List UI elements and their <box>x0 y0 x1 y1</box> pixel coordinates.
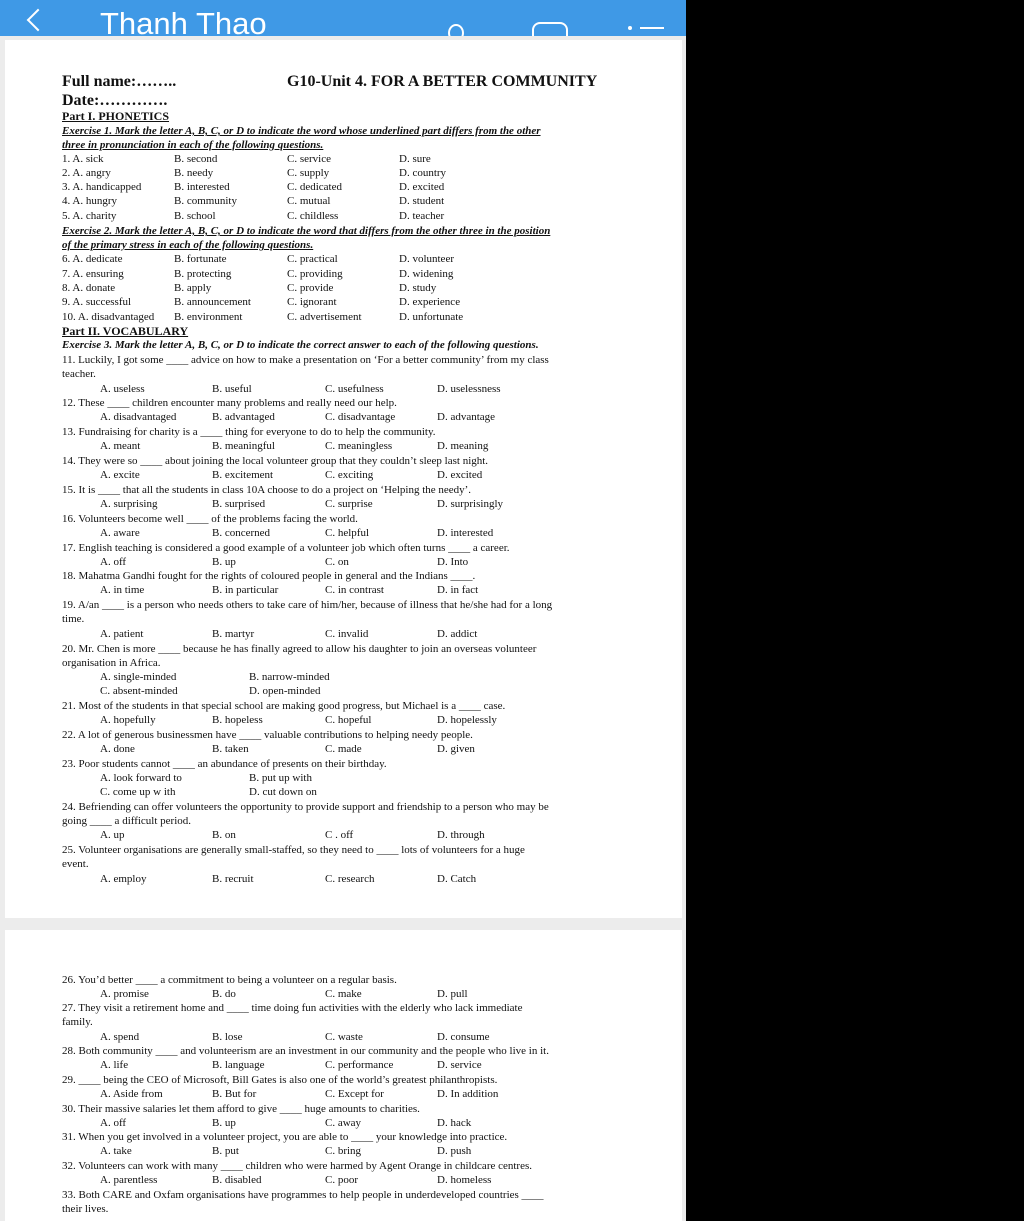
question-21: 21. Most of the students in that special school are making good progress, but Michael is a ____ case. <box>62 700 506 712</box>
question-19: 19. A/an ____ is a person who needs others to take care of him/her, because of illness that he/she had for a long <box>62 599 553 611</box>
chat-header <box>0 0 686 36</box>
question-26: 26. You’d better ____ a commitment to being a volunteer on a regular basis. <box>62 974 397 986</box>
question-24: 24. Befriending can offer volunteers the opportunity to provide support and friendship to a person who may be <box>62 801 549 813</box>
back-arrow-icon[interactable] <box>27 9 50 32</box>
question-14: 14. They were so ____ about joining the local volunteer group that they couldn’t sleep last night. <box>62 455 489 467</box>
ex1-instruction-2: three in pronunciation in each of the following questions. <box>62 139 324 151</box>
question-25: 25. Volunteer organisations are generally small-staffed, so they need to ____ lots of volunteers for a huge <box>62 844 525 856</box>
question-23: 23. Poor students cannot ____ an abundance of presents on their birthday. <box>62 758 387 770</box>
question-13: 13. Fundraising for charity is a ____ thing for everyone to do to help the community. <box>62 426 436 438</box>
question-25-cont: event. <box>62 858 89 870</box>
question-27: 27. They visit a retirement home and ____ time doing fun activities with the elderly who lack immediate <box>62 1002 523 1014</box>
question-20: 20. Mr. Chen is more ____ because he has finally agreed to allow his daughter to join an overseas volunteer <box>62 643 537 655</box>
question-20-cont: organisation in Africa. <box>62 657 161 669</box>
question-24-cont: going ____ a difficult period. <box>62 815 192 827</box>
part1-title: Part I. PHONETICS <box>62 109 170 123</box>
ex2-instruction-1: Exercise 2. Mark the letter A, B, C, or D to indicate the word that differs from the other three in the position <box>62 225 551 237</box>
question-28: 28. Both community ____ and volunteerism are an investment in our community and the people who live in it. <box>62 1045 549 1057</box>
question-29: 29. ____ being the CEO of Microsoft, Bill Gates is also one of the world’s greatest philanthropists. <box>62 1074 498 1086</box>
contact-name: Thanh Thao <box>100 6 267 36</box>
question-31: 31. When you get involved in a volunteer project, you are able to ____ your knowledge into practice. <box>62 1131 508 1143</box>
question-16: 16. Volunteers become well ____ of the problems facing the world. <box>62 513 358 525</box>
question-30: 30. Their massive salaries let them afford to give ____ huge amounts to charities. <box>62 1103 420 1115</box>
question-15: 15. It is ____ that all the students in class 10A choose to do a project on ‘Helping the needy’. <box>62 484 472 496</box>
menu-dot-icon <box>628 26 632 30</box>
document-title: G10-Unit 4. FOR A BETTER COMMUNITY <box>287 73 598 90</box>
question-17: 17. English teaching is considered a good example of a volunteer job which often turns ____ a career. <box>62 542 510 554</box>
call-icon[interactable] <box>448 24 464 36</box>
document-page-2: 26. You’d better ____ a commitment to being a volunteer on a regular basis. A. promise B. do C. make D. pull 27. They visit a retirement home and ____ time doing fun activities with the elderly who lack immediate family. A. spend B. lose C. waste D. consume 28. Both community ____ and volunteerism are an investment in our community and the people who live in it. A. life B. language C. performance D. service 29. ____ being the CEO of Microsoft, Bill Gates is also one of the world’s greatest philanthropists. A. Aside from B. But for C. Except for D. In addition 30. Their massive salaries let them afford to give ____ huge amounts to charities. A. off B. up C. away D. hack 31. When you get involved in a volunteer project, you are able to ____ your knowledge into practice. A. take B. put C. bring D. push 32. Volunteers can work with many ____ children who were harmed by Agent Orange in childcare centres. A. parentless B. disabled C. poor D. homeless 33. Both CARE and Oxfam organisations have programmes to help people in underdeveloped countries ____ their lives. <box>5 930 682 1221</box>
question-18: 18. Mahatma Gandhi fought for the rights of coloured people in general and the Indians ____. <box>62 570 476 582</box>
question-11: 11. Luckily, I got some ____ advice on how to make a presentation on ‘For a better community’ from my class <box>62 354 549 366</box>
ex2-instruction-2: of the primary stress in each of the following questions. <box>62 239 314 251</box>
question-12: 12. These ____ children encounter many problems and really need our help. <box>62 397 397 409</box>
date-label: Date:…………. <box>62 92 168 109</box>
question-32: 32. Volunteers can work with many ____ children who were harmed by Agent Orange in childcare centres. <box>62 1160 533 1172</box>
video-call-icon[interactable] <box>532 22 568 36</box>
question-11-cont: teacher. <box>62 368 96 380</box>
part2-title: Part II. VOCABULARY <box>62 324 189 338</box>
question-19-cont: time. <box>62 613 85 625</box>
menu-icon[interactable] <box>640 27 664 29</box>
ex1-instruction-1: Exercise 1. Mark the letter A, B, C, or D to indicate the word whose underlined part differs from the other <box>62 125 541 137</box>
question-33-cont: their lives. <box>62 1203 109 1215</box>
question-33: 33. Both CARE and Oxfam organisations have programmes to help people in underdeveloped countries ____ <box>62 1189 544 1201</box>
ex3-instruction: Exercise 3. Mark the letter A, B, C, or D to indicate the correct answer to each of the following questions. <box>62 339 539 351</box>
question-27-cont: family. <box>62 1016 93 1028</box>
document-page-1: Full name:…….. G10-Unit 4. FOR A BETTER COMMUNITY Date:…………. Part I. PHONETICS Exercise 1. Mark the letter A, B, C, or D to indicate the word whose underlined part differs from the other three in pronunciation in each of the following questions. 1. A. sick B. second C. service D. sure 2. A. angry B. needy C. supply D. country 3. A. handicapped B. interested C. dedicated D. excited 4. A. hungry B. community C. mutual D. student 5. A. charity B. school C. childless D. teacher Exercise 2. Mark the letter A, B, C, or D to indicate the word that differs from the other three in the position of the primary stress in each of the following questions. 6. A. dedicate B. fortunate C. practical D. volunteer 7. A. ensuring B. protecting C. providing D. widening 8. A. donate B. apply C. provide D. study 9. A. successful B. announcement C. ignorant D. experience 10. A. disadvantaged B. environment C. advertisement D. unfortunate Part II. VOCABULARY Exercise 3. Mark the letter A, B, C, or D to indicate the correct answer to each of the following questions. 11. Luckily, I got some ____ advice on how to make a presentation on ‘For a better community’ from my class teacher. A. useless B. useful C. usefulness D. uselessness 12. These ____ children encounter many problems and really need our help. A. disadvantaged B. advantaged C. disadvantage D. advantage 13. Fundraising for charity is a ____ thing for everyone to do to help the community. A. meant B. meaningful C. meaningless D. meaning 14. They were so ____ about joining the local volunteer group that they couldn’t sleep last night. A. excite B. excitement C. exciting D. excited 15. It is ____ that all the students in class 10A choose to do a project on ‘Helping the needy’. A. surprising B. surprised C. surprise D. surprisingly 16. Volunteers become well ____ of the problems facing the world. A. aware B. concerned C. helpful D. interested 17. English teaching is considered a good example of a volunteer job which often turns ____ a career. A. off B. up C. on D. Into 18. Mahatma Gandhi fought for the rights of coloured people in general and the Indians ____. A. in time B. in particular C. in contrast D. in fact 19. A/an ____ is a person who needs others to take care of him/her, because of illness that he/she had for a long time. A. patient B. martyr C. invalid D. addict 20. Mr. Chen is more ____ because he has finally agreed to allow his daughter to join an overseas volunteer organisation in Africa. A. single-minded B. narrow-minded C. absent-minded D. open-minded 21. Most of the students in that special school are making good progress, but Michael is a ____ case. A. hopefully B. hopeless C. hopeful D. hopelessly 22. A lot of generous businessmen have ____ valuable contributions to helping needy people. A. done B. taken C. made D. given 23. Poor students cannot ____ an abundance of presents on their birthday. A. look forward to B. put up with C. come up w ith D. cut down on 24. Befriending can offer volunteers the opportunity to provide support and friendship to a person who may be going ____ a difficult period. A. up B. on C . off D. through 25. Volunteer organisations are generally small-staffed, so they need to ____ lots of volunteers for a huge event. A. employ B. recruit C. research D. Catch <box>5 40 682 918</box>
question-22: 22. A lot of generous businessmen have ____ valuable contributions to helping needy people. <box>62 729 473 741</box>
full-name-label: Full name:…….. <box>62 73 177 90</box>
